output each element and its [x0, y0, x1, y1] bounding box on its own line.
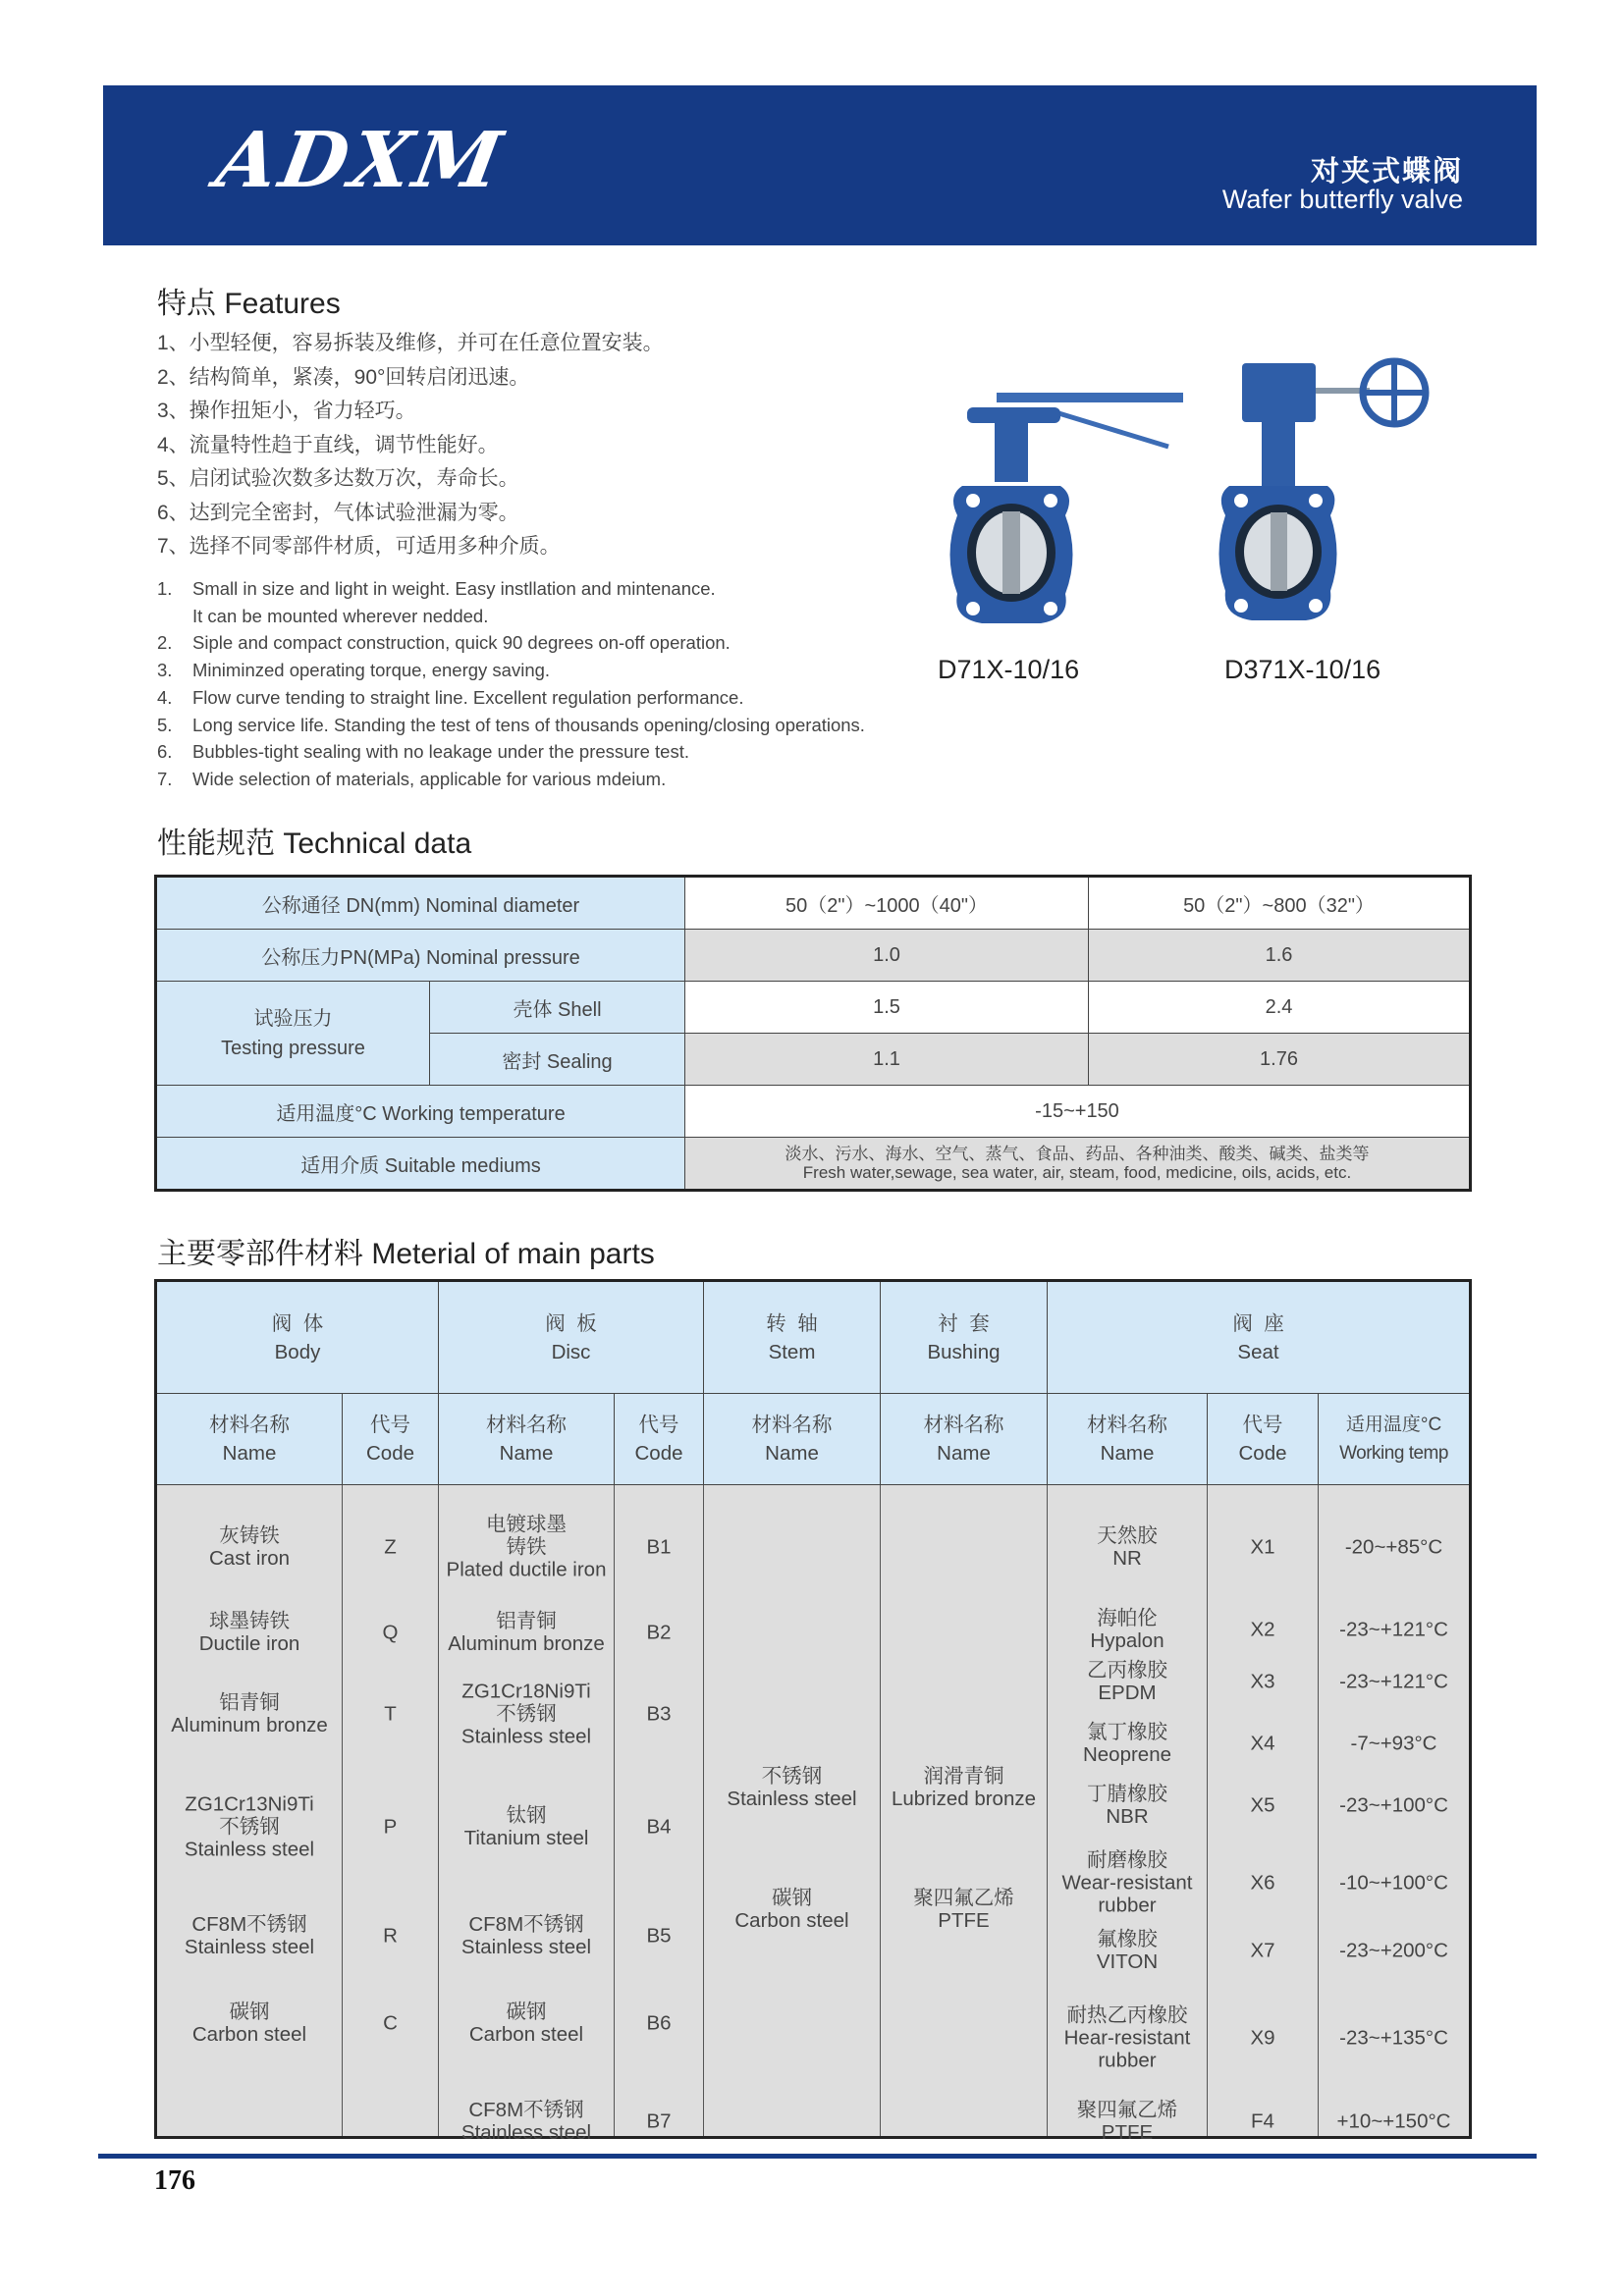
header-cn: 材料名称: [209, 1414, 290, 1436]
stem-material-name-line: 不锈钢: [761, 1764, 823, 1788]
seat-material-name-line: rubber: [1098, 2049, 1157, 2071]
seat-material-name-line: PTFE: [1101, 2121, 1154, 2144]
header-cn: 材料名称: [751, 1414, 833, 1436]
body-material-code: R: [383, 1924, 398, 1948]
stem-material-name-line: Stainless steel: [727, 1787, 857, 1810]
group-en: Seat: [1237, 1340, 1279, 1363]
seat-temp-col: [1319, 1485, 1471, 2138]
seat-material-name-line: 氟橡胶: [1097, 1928, 1158, 1950]
seat-material-name-line: 耐磨橡胶: [1087, 1848, 1167, 1872]
group-header-stem: [704, 1281, 881, 1394]
cell-value: 1.6: [1089, 930, 1471, 982]
product-title-cn: 对夹式蝶阀: [1310, 156, 1463, 187]
disc-material-name: [439, 1680, 614, 1747]
feature-number: 5.: [157, 714, 173, 735]
group-header-bushing: [881, 1281, 1048, 1394]
row-label: 壳体 Shell: [430, 982, 685, 1034]
disc-material-code: B4: [646, 1815, 672, 1839]
header-en: Name: [765, 1442, 819, 1465]
sub-header-row: [156, 1394, 1471, 1485]
cell-value: 1.0: [685, 930, 1089, 982]
header-en: Name: [499, 1442, 554, 1465]
col-header-code: [1208, 1394, 1319, 1485]
seat-material-name-line: 聚四氟乙烯: [1076, 2099, 1178, 2121]
body-material-name-line: Ductile iron: [198, 1632, 300, 1655]
mediums-en: Fresh water,sewage, sea water, air, steam, food, medicine, oils, acids, etc.: [802, 1163, 1352, 1182]
body-material-name: [157, 2001, 342, 2046]
materials-body-row: [156, 1485, 1471, 2138]
body-material-name-line: 灰铸铁: [219, 1524, 280, 1547]
disc-material-name: [439, 1610, 614, 1655]
header-en: Working temp: [1339, 1443, 1448, 1464]
cell-value: 1.1: [685, 1034, 1089, 1086]
bushing-material-name-line: Lubrized bronze: [891, 1787, 1036, 1810]
group-en: Disc: [551, 1340, 591, 1363]
header-en: Code: [365, 1442, 414, 1465]
seat-material-code: X3: [1250, 1670, 1275, 1692]
disc-material-name-line: CF8M不锈钢: [468, 2099, 584, 2121]
lever-butterfly-valve-icon: [938, 388, 1193, 633]
header-en: Code: [1238, 1442, 1287, 1465]
body-material-name: [157, 1793, 342, 1861]
disc-material-code: B5: [646, 1924, 672, 1948]
seat-material-code: X5: [1250, 1793, 1275, 1816]
features-cn-list: [157, 327, 664, 564]
seat-code-col: [1208, 1485, 1319, 2138]
page-number: 176: [154, 2165, 195, 2196]
seat-material-name: [1048, 1524, 1207, 1570]
disc-material-name-line: 电镀球墨: [486, 1513, 567, 1536]
seat-material-name-line: EPDM: [1098, 1681, 1157, 1704]
disc-material-code: B3: [646, 1702, 672, 1725]
model-label: D371X-10/16: [1224, 655, 1381, 684]
col-header-name: [704, 1394, 881, 1485]
seat-material-name-line: Hear-resistant: [1063, 2026, 1191, 2049]
group-header-disc: [439, 1281, 704, 1394]
seat-material-name: [1048, 1607, 1207, 1652]
disc-material-code: B7: [646, 2109, 672, 2133]
disc-material-name-line: 碳钢: [506, 2000, 547, 2023]
body-material-code: Q: [382, 1621, 399, 1644]
seat-working-temp: -23~+121°C: [1339, 1618, 1448, 1641]
cell-value-mediums: [685, 1138, 1471, 1191]
seat-name-col: [1048, 1485, 1208, 2144]
seat-working-temp: -23~+135°C: [1339, 2026, 1448, 2049]
feature-en-continuation: It can be mounted wherever nedded.: [192, 605, 489, 626]
disc-material-code: B2: [646, 1621, 672, 1644]
disc-material-name-line: Stainless steel: [460, 1936, 592, 1958]
seat-material-name: [1048, 1849, 1207, 1917]
body-material-code: T: [384, 1702, 397, 1725]
feature-cn-item: 2、结构简单，紧凑，90°回转启闭迅速。: [157, 365, 530, 389]
disc-material-name-line: Plated ductile iron: [446, 1558, 607, 1581]
feature-text: Flow curve tending to straight line. Excellent regulation performance.: [192, 686, 744, 708]
body-material-name-line: Stainless steel: [184, 1838, 315, 1861]
seat-material-code: X9: [1250, 2026, 1275, 2049]
feature-cn-item: 3、操作扭矩小，省力轻巧。: [157, 400, 416, 422]
materials-title: 主要零部件材料 Meterial of main parts: [157, 1238, 655, 1270]
features-title: 特点 Features: [157, 288, 341, 320]
body-material-name-line: Aluminum bronze: [171, 1713, 328, 1736]
seat-working-temp: -7~+93°C: [1350, 1732, 1437, 1754]
feature-number: 2.: [157, 632, 173, 654]
feature-en-item: [157, 629, 865, 657]
technical-data-title: 性能规范 Technical data: [157, 828, 472, 860]
product-title-en: Wafer butterfly valve: [1221, 185, 1463, 214]
table-row: [156, 877, 1471, 930]
label-cn: 试验压力: [253, 1007, 333, 1030]
feature-text: Bubbles-tight sealing with no leakage under the pressure test.: [192, 741, 689, 763]
feature-cn-item: 6、达到完全密封，气体试验泄漏为零。: [157, 501, 519, 524]
feature-cn-item: 7、选择不同零部件材质，可适用多种介质。: [157, 535, 561, 558]
body-material-name-line: ZG1Cr13Ni9Ti: [185, 1792, 314, 1816]
group-header-seat: [1048, 1281, 1471, 1394]
seat-material-name-line: VITON: [1096, 1950, 1159, 1973]
seat-material-name-line: NBR: [1106, 1804, 1149, 1828]
col-header-code: [343, 1394, 439, 1485]
header-en: Name: [222, 1442, 277, 1465]
group-en: Body: [274, 1340, 321, 1363]
cell-value: -15~+150: [685, 1086, 1471, 1138]
disc-material-name-line: 不锈钢: [496, 1702, 557, 1725]
group-header-row: [156, 1281, 1471, 1394]
feature-en-item: [157, 657, 865, 684]
seat-working-temp: -23~+121°C: [1339, 1670, 1448, 1692]
body-material-name-line: Stainless steel: [184, 1936, 315, 1958]
disc-name-col: [439, 1485, 615, 2144]
seat-material-name-line: 氯丁橡胶: [1087, 1720, 1167, 1743]
stem-material-name: [704, 1887, 880, 1932]
row-label: 公称通径 DN(mm) Nominal diameter: [156, 877, 685, 930]
bushing-material-name-line: 润滑青铜: [923, 1764, 1004, 1788]
seat-working-temp: -10~+100°C: [1339, 1871, 1448, 1895]
row-label: 适用介质 Suitable mediums: [156, 1138, 685, 1191]
seat-material-code: X6: [1250, 1871, 1275, 1895]
group-en: Stem: [768, 1340, 816, 1363]
header-en: Code: [634, 1442, 683, 1465]
disc-material-name-line: Aluminum bronze: [448, 1632, 605, 1655]
seat-working-temp: +10~+150°C: [1336, 2109, 1451, 2133]
table-row: [156, 1086, 1471, 1138]
group-cn: 衬 套: [938, 1311, 990, 1335]
disc-material-name: [439, 2099, 614, 2144]
feature-en-item: [157, 766, 865, 793]
header-cn: 代号: [1242, 1414, 1283, 1436]
disc-material-name-line: Stainless steel: [460, 1725, 592, 1747]
feature-text: Siple and compact construction, quick 90 degrees on-off operation.: [192, 632, 731, 654]
cell-value: 50（2"）~800（32"）: [1089, 877, 1471, 930]
body-code-col: [343, 1485, 439, 2138]
col-header-temp: [1319, 1394, 1471, 1485]
body-material-name-line: Cast iron: [208, 1547, 291, 1570]
disc-material-name-line: Titanium steel: [463, 1827, 589, 1849]
disc-material-name: [439, 1514, 614, 1581]
header-cn: 适用温度°C: [1345, 1415, 1442, 1435]
body-material-code: Z: [384, 1535, 397, 1559]
col-header-code: [615, 1394, 704, 1485]
feature-text: Long service life. Standing the test of tens of thousands opening/closing operations.: [192, 714, 865, 735]
stem-material-name-line: 碳钢: [772, 1887, 812, 1909]
body-material-code: P: [383, 1815, 398, 1839]
technical-data-table: [154, 875, 1472, 1192]
materials-table: [154, 1279, 1472, 2144]
group-cn: 阀 板: [545, 1311, 597, 1335]
body-material-code: C: [383, 2011, 398, 2034]
seat-material-name-line: 耐热乙丙橡胶: [1066, 2003, 1188, 2026]
table-row: [156, 930, 1471, 982]
disc-material-name: [439, 2001, 614, 2046]
body-material-name-line: Carbon steel: [191, 2022, 307, 2046]
gear-butterfly-valve-icon: [1218, 334, 1434, 628]
seat-working-temp: -23~+200°C: [1339, 1939, 1448, 1962]
feature-text: Small in size and light in weight. Easy instllation and mintenance.: [192, 578, 716, 599]
seat-working-temp: -20~+85°C: [1344, 1535, 1443, 1559]
disc-material-name-line: 铸铁: [506, 1535, 547, 1559]
seat-material-code: F4: [1251, 2109, 1274, 2133]
body-material-name-line: 球墨铸铁: [209, 1610, 290, 1632]
disc-material-name-line: Stainless steel: [460, 2121, 592, 2144]
header-en: Name: [937, 1442, 991, 1465]
group-cn: 阀 座: [1232, 1311, 1284, 1335]
table-row: [156, 1138, 1471, 1191]
bushing-material-name-line: PTFE: [938, 1909, 990, 1932]
cell-value: 1.76: [1089, 1034, 1471, 1086]
stem-name-col: [704, 1485, 881, 2138]
seat-material-name-line: 丁腈橡胶: [1087, 1782, 1167, 1805]
bushing-material-name: [881, 1765, 1047, 1810]
seat-material-name: [1048, 1783, 1207, 1828]
body-material-name: [157, 1524, 342, 1570]
body-material-name-line: 不锈钢: [219, 1815, 280, 1839]
seat-material-name: [1048, 1721, 1207, 1766]
seat-material-name-line: NR: [1112, 1547, 1142, 1570]
feature-en-item: [157, 684, 865, 712]
col-header-name: [156, 1394, 343, 1485]
feature-cn-item: 5、启闭试验次数多达数万次，寿命长。: [157, 467, 519, 490]
footer-rule: [98, 2154, 1537, 2159]
body-material-name: [157, 1610, 342, 1655]
group-cn: 转 轴: [766, 1311, 818, 1335]
seat-material-name: [1048, 2003, 1207, 2071]
features-en-list: [157, 575, 865, 793]
disc-material-code: B6: [646, 2011, 672, 2034]
seat-material-name-line: Hypalon: [1090, 1629, 1164, 1652]
col-header-name: [1048, 1394, 1208, 1485]
seat-material-name-line: 天然胶: [1097, 1524, 1158, 1547]
table-row: [156, 982, 1471, 1034]
row-label-testing-pressure: [156, 982, 430, 1086]
seat-material-name-line: Wear-resistant: [1061, 1871, 1193, 1895]
body-name-col: [156, 1485, 343, 2138]
stem-material-name: [704, 1765, 880, 1810]
feature-cn-item: 4、流量特性趋于直线，调节性能好。: [157, 433, 499, 456]
body-material-name-line: CF8M不锈钢: [191, 1913, 307, 1936]
disc-material-name-line: 钛钢: [506, 1804, 547, 1827]
cell-value: 50（2"）~1000（40"）: [685, 877, 1089, 930]
feature-cn-item: 1、小型轻便，容易拆装及维修，并可在任意位置安装。: [157, 332, 664, 354]
body-material-name: [157, 1691, 342, 1736]
seat-working-temp: -23~+100°C: [1339, 1793, 1448, 1816]
model-label: D71X-10/16: [938, 655, 1080, 684]
group-cn: 阀 体: [271, 1311, 324, 1335]
seat-material-name: [1048, 2099, 1207, 2144]
feature-number: 1.: [157, 578, 173, 599]
feature-en-item: [157, 712, 865, 739]
row-label: 密封 Sealing: [430, 1034, 685, 1086]
header-en: Name: [1100, 1442, 1155, 1465]
seat-material-name-line: rubber: [1098, 1894, 1157, 1917]
seat-material-name: [1048, 1928, 1207, 1973]
disc-material-name-line: CF8M不锈钢: [468, 1913, 584, 1936]
label-en: Testing pressure: [221, 1037, 365, 1059]
bushing-material-name: [881, 1887, 1047, 1932]
seat-material-name-line: Neoprene: [1082, 1742, 1172, 1766]
feature-number: 7.: [157, 768, 173, 789]
disc-material-name-line: ZG1Cr18Ni9Ti: [461, 1680, 591, 1702]
feature-en-item: [157, 738, 865, 766]
seat-material-code: X7: [1250, 1939, 1275, 1962]
disc-material-name: [439, 1913, 614, 1958]
seat-material-code: X4: [1250, 1732, 1275, 1754]
seat-material-code: X2: [1250, 1618, 1275, 1641]
disc-material-code: B1: [646, 1535, 672, 1559]
seat-material-name-line: 海帕伦: [1097, 1607, 1158, 1629]
feature-text: Miniminzed operating torque, energy saving.: [192, 660, 551, 681]
header-cn: 代号: [370, 1414, 410, 1436]
cell-value: 1.5: [685, 982, 1089, 1034]
seat-material-name: [1048, 1659, 1207, 1704]
group-en: Bushing: [927, 1340, 1001, 1363]
row-label: 公称压力PN(MPa) Nominal pressure: [156, 930, 685, 982]
feature-text: Wide selection of materials, applicable for various mdeium.: [192, 768, 667, 789]
header-cn: 材料名称: [486, 1414, 567, 1436]
seat-material-name-line: 乙丙橡胶: [1087, 1658, 1167, 1682]
cell-value: 2.4: [1089, 982, 1471, 1034]
stem-material-name-line: Carbon steel: [734, 1909, 849, 1932]
header-cn: 代号: [638, 1414, 679, 1436]
header-cn: 材料名称: [923, 1414, 1004, 1436]
seat-material-code: X1: [1250, 1535, 1275, 1559]
bushing-material-name-line: 聚四氟乙烯: [913, 1887, 1014, 1909]
feature-number: 3.: [157, 660, 173, 681]
body-material-name-line: 铝青铜: [219, 1690, 280, 1714]
header-cn: 材料名称: [1087, 1414, 1167, 1436]
row-label: 适用温度°C Working temperature: [156, 1086, 685, 1138]
feature-number: 6.: [157, 741, 173, 763]
disc-material-name-line: Carbon steel: [468, 2022, 584, 2046]
body-material-name: [157, 1913, 342, 1958]
disc-material-name: [439, 1804, 614, 1849]
feature-en-item: [157, 575, 865, 603]
body-material-name-line: 碳钢: [229, 2000, 270, 2023]
col-header-name: [881, 1394, 1048, 1485]
feature-number: 4.: [157, 686, 173, 708]
group-header-body: [156, 1281, 439, 1394]
col-header-name: [439, 1394, 615, 1485]
bushing-name-col: [881, 1485, 1048, 2138]
brand-logo: ADXM: [209, 116, 513, 205]
disc-material-name-line: 铝青铜: [496, 1610, 557, 1632]
mediums-cn: 淡水、污水、海水、空气、蒸气、食品、药品、各种油类、酸类、碱类、盐类等: [785, 1145, 1370, 1163]
disc-code-col: [615, 1485, 704, 2138]
